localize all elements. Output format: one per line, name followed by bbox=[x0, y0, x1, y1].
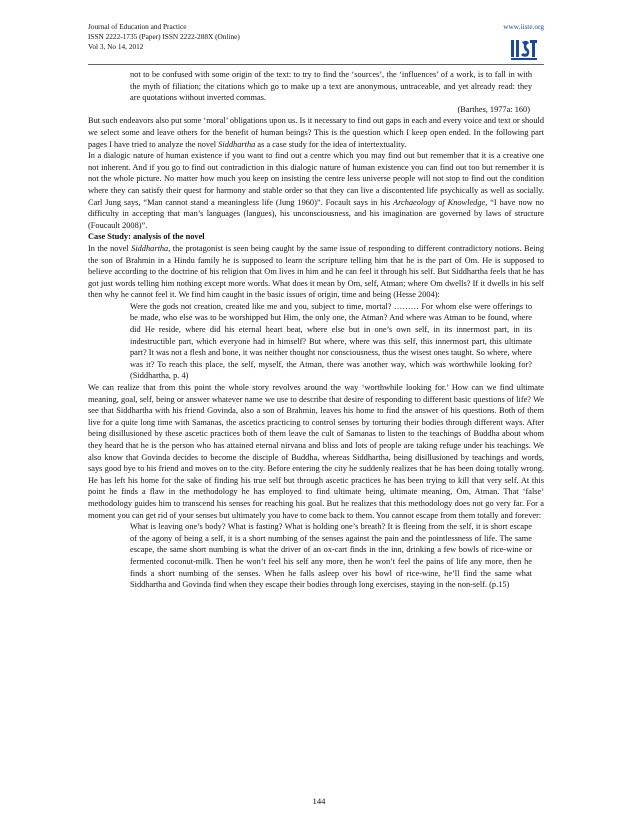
block-quote-siddhartha: Were the gods not creation, created like me and you, subject to time, mortal? ……… For whom else were offerings to be made, who else was to be worshipped but Him, the only one, the Atman? And where was Atman to be found, where did He reside, where did his eternal heart beat, where else but in one’s own self, in its innermost part, in its indestructible part, which everyone had in himself? But where, where was this self, this innermost part, this ultimate part? It was not a flesh and bone, it was neither thought nor consciousness, thus the wisest ones taught. So where, where was it? To reach this place, the self, myself, the Atman, there was another way, which was worthwhile looking for? (Siddhartha, p. 4) bbox=[130, 301, 532, 381]
page-number: 144 bbox=[312, 796, 326, 806]
block-quote-barthes: not to be confused with some origin of the text: to try to find the ‘sources’, the ‘influences’ of a work, is to fall in with the myth of filiation; the citations which go to make up a text are anonymous, untraceable, and yet already read: they are quotations without inverted commas. bbox=[130, 70, 532, 103]
book-title: Archaeology of Knowledge bbox=[392, 197, 486, 207]
journal-header bbox=[88, 22, 544, 62]
article-body bbox=[88, 69, 544, 591]
journal-volume: Vol 3, No 14, 2012 bbox=[88, 42, 144, 51]
paragraph-text-start: In the novel bbox=[88, 243, 129, 253]
block-quote-body: What is leaving one’s body? What is fasting? What is holding one’s breath? It is fleeing from the self, it is short escape of the agony of being a self, it is a short numbing of the senses against the pain and the pointlessness of life. The same escape, the same short numbing is what the driver of an ox-cart finds in the inn, drinking a few bowls of rice-wine or fermented coconut-milk. Then he won’t feel his self any more, then he won’t feel the pains of life any more, then he finds a short numbing of the senses. When he falls asleep over his bowl of rice-wine, he’ll find the same what Siddhartha and Govinda find when they escape their bodies through long exercises, staying in the non-self. (p.15) bbox=[130, 522, 532, 590]
journal-issn: ISSN 2222-1735 (Paper) ISSN 2222-288X (Online) bbox=[88, 32, 240, 41]
paragraph-text: But such endeavors also put some ‘moral’ obligations upon us. Is it necessary to find out gaps in each and every voice and text or should we select some and leave others for the benefit of human beings? This is the question which I keep open ended. In the following part pages I have tried to analyze the novel bbox=[88, 116, 544, 149]
paragraph-novel-analysis bbox=[88, 243, 544, 301]
journal-name: Journal of Education and Practice bbox=[88, 22, 187, 31]
citation-barthes: (Barthes, 1977a: 160) bbox=[457, 104, 530, 114]
journal-url[interactable]: www.iiste.org bbox=[503, 22, 544, 31]
paragraph-dialogic-nature bbox=[88, 150, 544, 231]
paragraph-text: In a dialogic nature of human existence if you want to find out a centre which you may find out but remember that it is a creative one not inherent. And if you go to find out contradiction in this dialogic nature of human existence you can find out too but remember it is not the whole picture. No matter how much you keep on insisting the centre less universe people will not stop to find out the condition where they can satisfy their quest for harmony and stable order so that they can live a discontented life psychically as well as socially. Carl Jung says, “Man cannot stand a meaningless life (Jung 1960)”. Focault says in his bbox=[88, 151, 544, 207]
paragraph-text-end: as a case study for the idea of intertextuality. bbox=[257, 139, 407, 149]
paragraph-text-end: , “I have now no difficulty in accepting that man’s languages (langues), his unconsciousness, and his imagination are governed by laws of structure (Foucault 2008)”. bbox=[88, 197, 544, 230]
iiste-logo-icon bbox=[508, 36, 538, 62]
section-heading: Case Study: analysis of the novel bbox=[88, 232, 205, 242]
header-rule bbox=[88, 64, 544, 65]
journal-info bbox=[88, 22, 240, 52]
paragraph-moral-obligations bbox=[88, 115, 544, 150]
novel-title: Siddhartha bbox=[131, 243, 169, 253]
paragraph-worthwhile: We can realize that from this point the whole story revolves around the way ‘worthwhile looking for.’ How can we find ultimate meaning, goal, self, being or answer whatever name we use to describe that desire of responding to different basic questions of life? We see that Siddhartha with his friend Govinda, also a son of Brahmin, leaves his home to find the answer of his questions. Both of them live for a quite long time with Samanas, the ascetics practicing to control senses by torturing their bodies through different ways. After being disillusioned by these ascetic practices both of them leave the cult of Samanas to listen to the teachings of Buddha about whom they heard that he is the person who has attained eternal nirvana and bliss and lots of people are taking refuge under his teachings. We also know that Govinda decides to become the disciple of Buddha, whereas Siddhartha, being disillusioned by teachings and words, says good bye to his friend and moves on to the city. Before entering the city he suddenly realizes that he has been doing totally wrong. He has left his home for the sake of finding his true self but through ascetic practices he has been trying to kill that very self. At this point he finds a flaw in the methodology he has employed to find ultimate being, ultimate meaning, Om, Atman. That ‘false’ methodology guides him to transcend his senses for reaching his goal. But he realizes that this methodology does not go very far. For a moment you can get rid of your senses but ultimately you have to come back to them. You cannot escape from them totally and forever: bbox=[88, 383, 544, 520]
paragraph-text: , the protagonist is seen being caught by the same issue of responding to different contradictory notions. Being the son of Brahmin in a Hindu family he is supposed to learn the scripture telling him that he is the part of Om. He is supposed to believe according to the doctrine of his religion that Om lives in him and he can feel it through his self. But Siddhartha feels that he has got just words telling him nothing except more words. What does it mean by Om, self, Atman; where Om dwells? If it dwells in his self then why he cannot feel it. We find him caught in the basic issues of origin, time and being (Hesse 2004): bbox=[88, 243, 544, 300]
novel-title: Siddhartha bbox=[218, 139, 256, 149]
